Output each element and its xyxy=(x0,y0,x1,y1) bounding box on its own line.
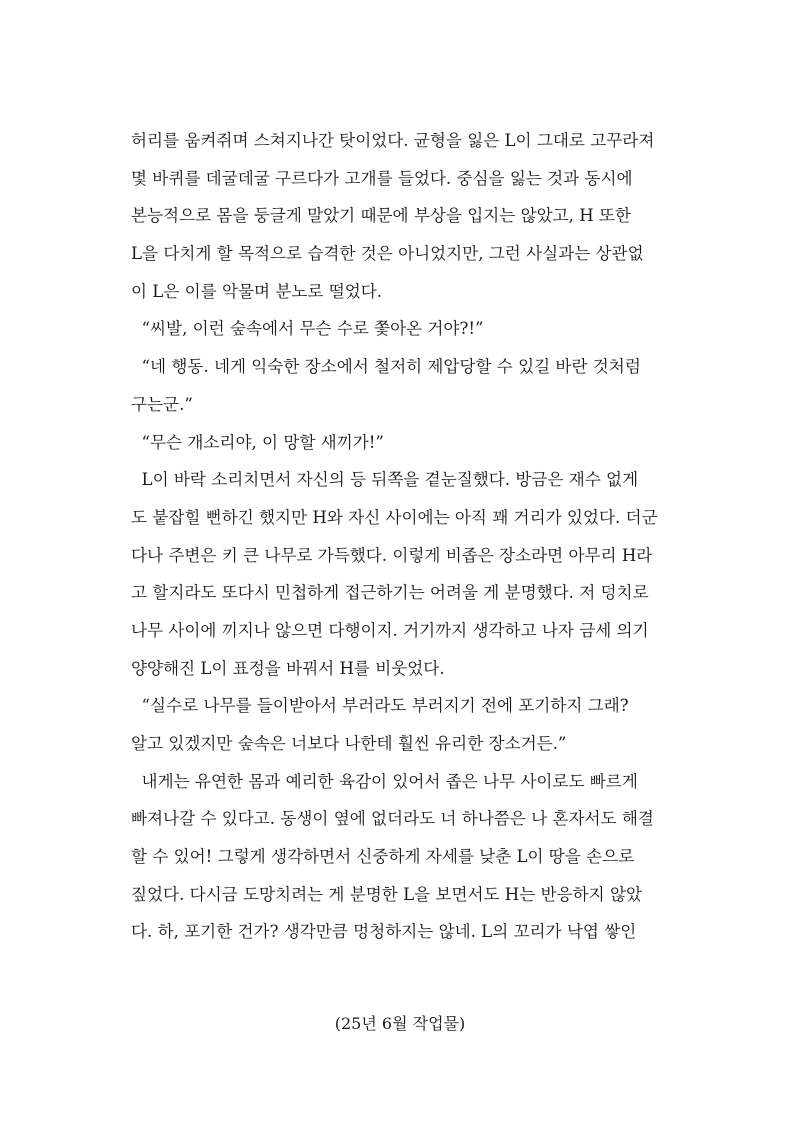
text-line: 도 붙잡힐 뻔하긴 했지만 H와 자신 사이에는 아직 꽤 거리가 있었다. 더군 xyxy=(131,507,658,527)
text-line: 알고 있겠지만 숲속은 너보다 나한테 훨씬 유리한 장소거든.” xyxy=(131,734,567,753)
text-line: L을 다치게 할 목적으로 습격한 것은 아니었지만, 그런 사실과는 상관없 xyxy=(131,244,644,264)
text-line: “네 행동. 네게 익숙한 장소에서 철저히 제압당할 수 있길 바란 것처럼 xyxy=(131,357,641,377)
text-line: 할 수 있어! 그렇게 생각하면서 신중하게 자세를 낮춘 L이 땅을 손으로 xyxy=(131,847,635,867)
text-line: 내게는 유연한 몸과 예리한 육감이 있어서 좁은 나무 사이로도 빠르게 xyxy=(131,771,638,791)
page-footer: (25년 6월 작업물) xyxy=(334,1014,466,1033)
text-line: 본능적으로 몸을 둥글게 말았기 때문에 부상을 입지는 않았고, H 또한 xyxy=(131,206,632,226)
text-line: 빠져나갈 수 있다고. 동생이 옆에 없더라도 너 하나쯤은 나 혼자서도 해결 xyxy=(131,809,654,829)
text-line: 다나 주변은 키 큰 나무로 가득했다. 이렇게 비좁은 장소라면 아무리 H라 xyxy=(131,545,653,565)
text-line: 몇 바퀴를 데굴데굴 구르다가 고개를 들었다. 중심을 잃는 것과 동시에 xyxy=(131,168,633,188)
text-line: 이 L은 이를 악물며 분노로 떨었다. xyxy=(131,281,383,301)
text-line: “씨발, 이런 숲속에서 무슨 수로 쫓아온 거야?!” xyxy=(131,319,484,339)
text-line: L이 바락 소리치면서 자신의 등 뒤쪽을 곁눈질했다. 방금은 재수 없게 xyxy=(131,470,639,490)
body-text xyxy=(131,122,676,951)
text-line: 허리를 움켜쥐며 스쳐지나간 탓이었다. 균형을 잃은 L이 그대로 고꾸라져 xyxy=(131,131,655,150)
text-line: 양양해진 L이 표정을 바꿔서 H를 비웃었다. xyxy=(131,658,445,678)
text-line: 고 할지라도 또다시 민첩하게 접근하기는 어려울 게 분명했다. 저 덩치로 xyxy=(131,583,649,603)
text-line: 나무 사이에 끼지나 않으면 다행이지. 거기까지 생각하고 나자 금세 의기 xyxy=(131,620,649,640)
text-line: “무슨 개소리야, 이 망할 새끼가!” xyxy=(131,432,384,452)
text-line: 짚었다. 다시금 도망치려는 게 분명한 L을 보면서도 H는 반응하지 않았 xyxy=(131,884,643,904)
text-line: 구는군.” xyxy=(131,394,193,414)
text-line: “실수로 나무를 들이받아서 부러라도 부러지기 전에 포기하지 그래? xyxy=(131,696,629,716)
text-line: 다. 하, 포기한 건가? 생각만큼 멍청하지는 않네. L의 꼬리가 낙엽 쌓인 xyxy=(131,922,637,942)
